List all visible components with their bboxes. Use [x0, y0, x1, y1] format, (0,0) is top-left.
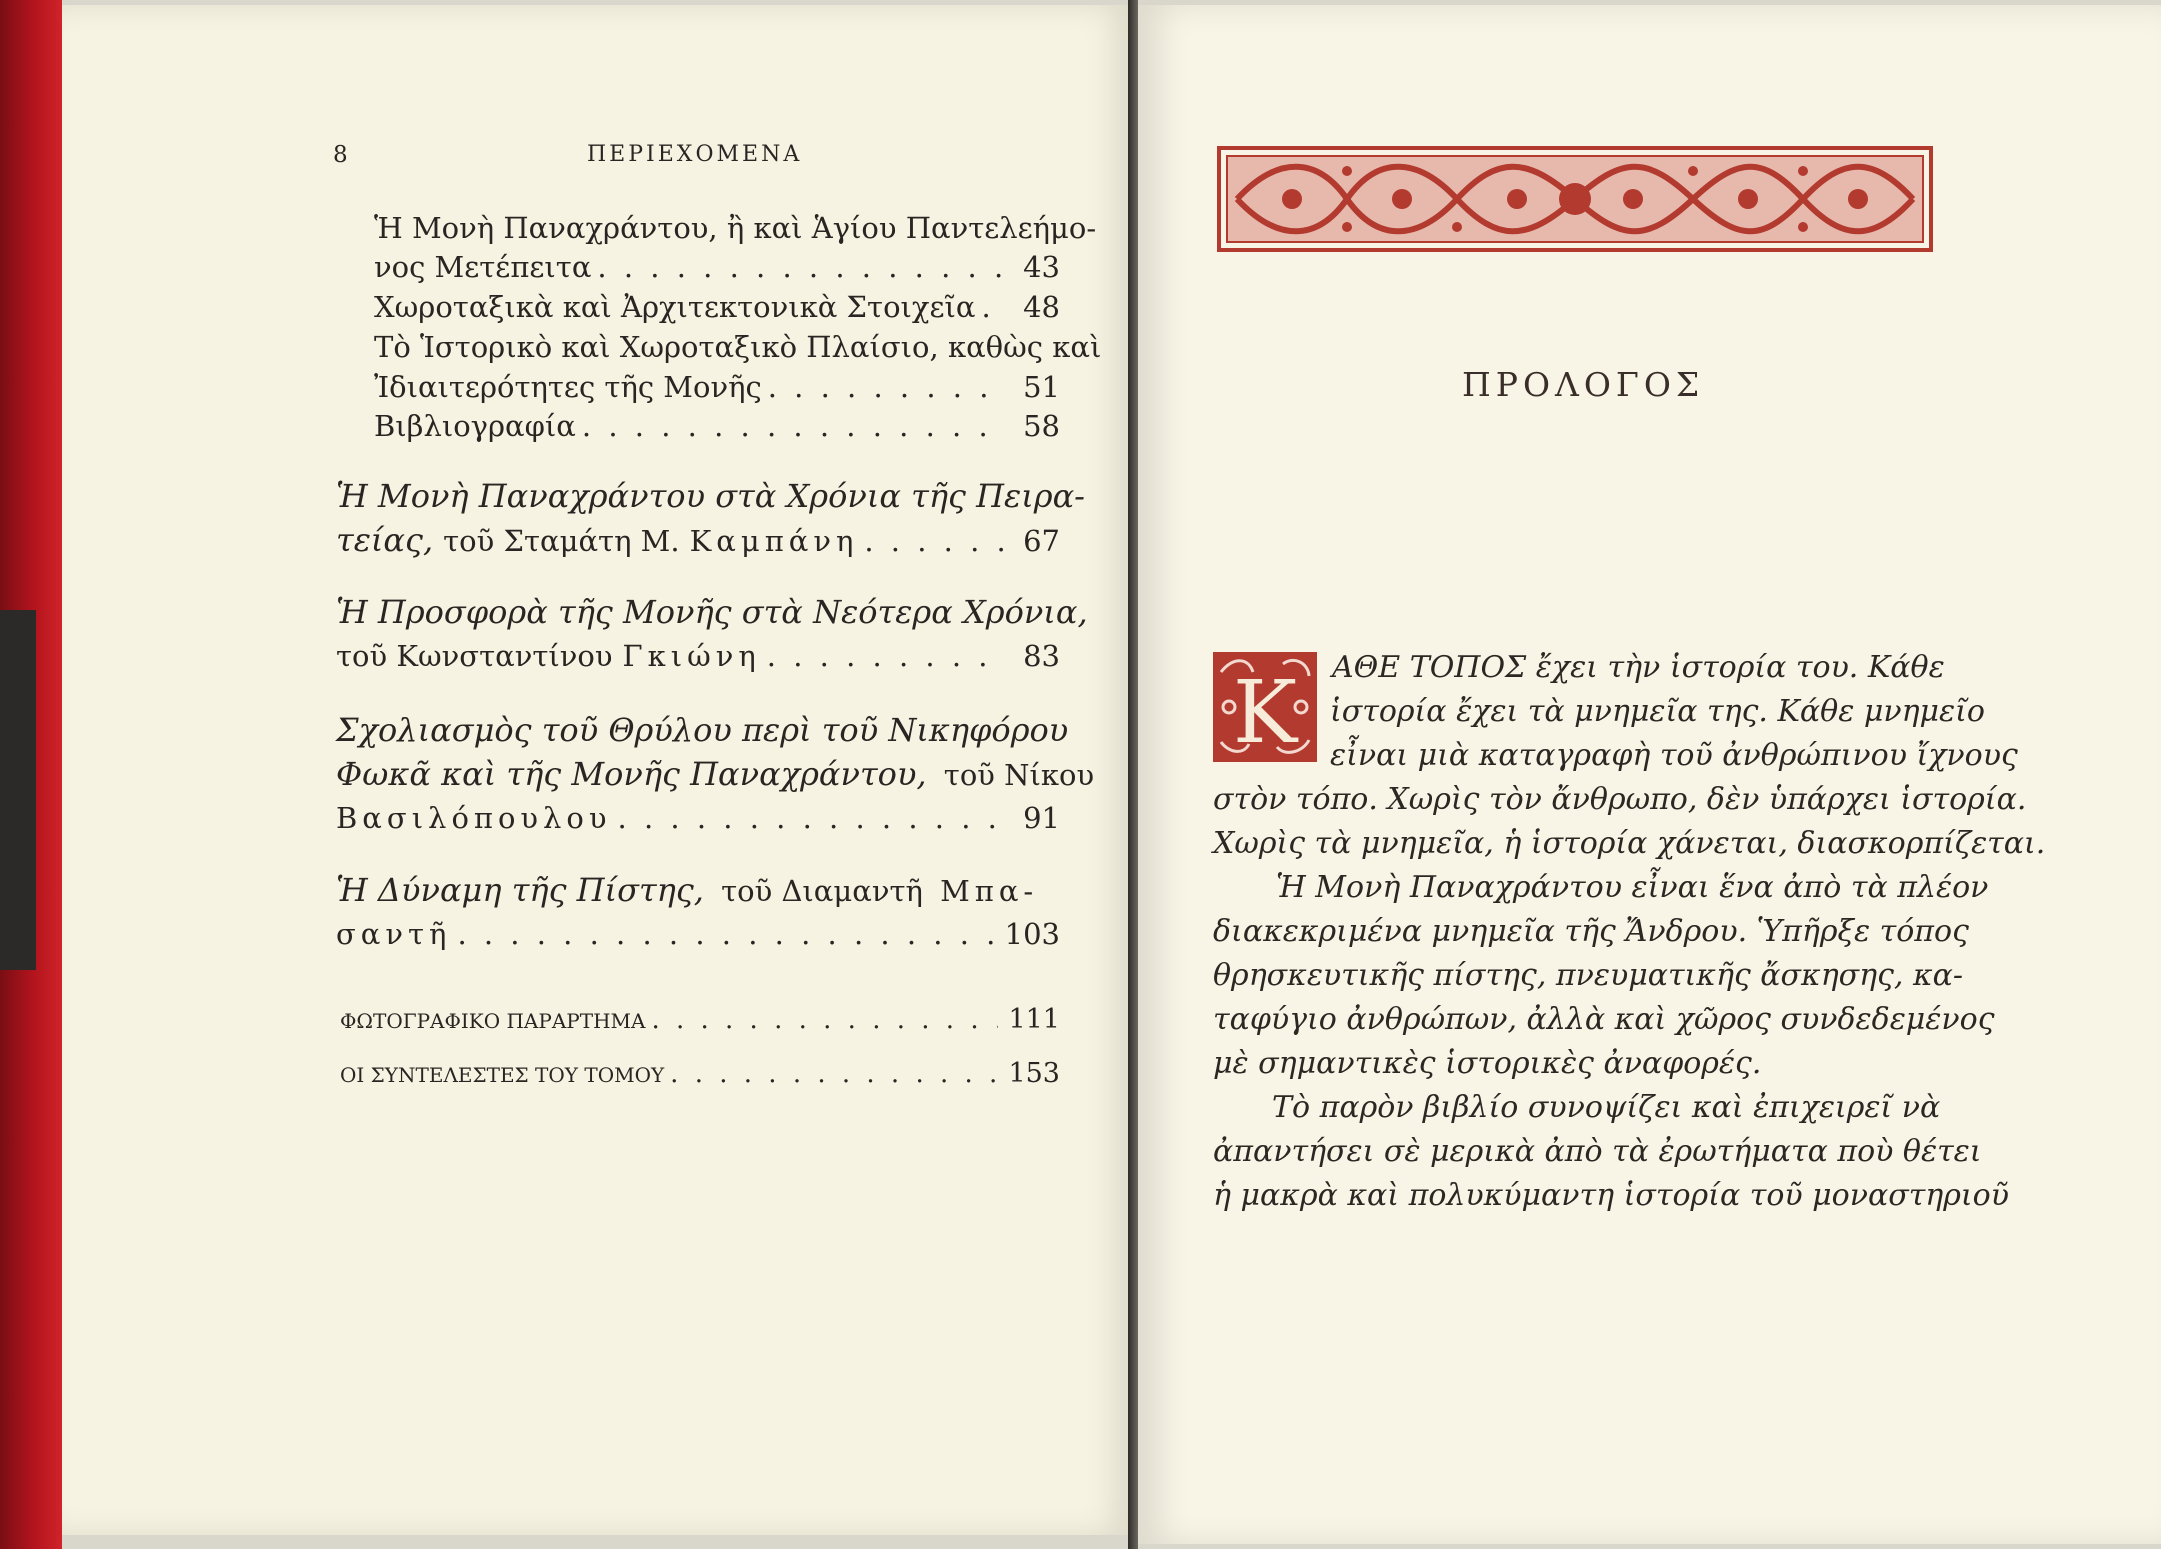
toc-entry-10[interactable]: [340, 1054, 1060, 1095]
toc-entry-7-page: 91: [1023, 801, 1060, 835]
toc-entry-1-line-1: Ἡ Μονὴ Παναχράντου, ἢ καὶ Ἁγίου Παντελεήμο-: [374, 211, 1097, 245]
toc-entry-5-title-end: τείας,: [336, 521, 434, 559]
toc-entry-7-title-end: Φωκᾶ καὶ τῆς Μονῆς Παναχράντου,: [336, 755, 927, 793]
toc-entry-6-line-1: Ἡ Προσφορὰ τῆς Μονῆς στὰ Νεότερα Χρόνια,: [336, 593, 1088, 631]
page-number: 8: [333, 142, 348, 168]
book-gutter: [1128, 0, 1138, 1549]
prologue-line-2: ἱστορία ἔχει τὰ μνημεῖα της. Κάθε μνημεῖο: [1330, 694, 1985, 729]
toc-entry-8[interactable]: [336, 914, 1060, 954]
toc-entry-8-line-1: [336, 870, 1038, 911]
toc-entry-5-author-surname: Καμπάνη: [689, 524, 859, 558]
toc-entry-7-line-2: [336, 754, 1094, 795]
leader-dots: [767, 636, 1006, 676]
toc-entry-8-author-surname: Μπα-: [940, 874, 1039, 908]
toc-entry-1-title: νος Μετέπειτα: [374, 250, 592, 284]
toc-entry-2[interactable]: [374, 287, 1060, 327]
leader-dots: [864, 521, 1006, 561]
toc-entry-7-line-1: Σχολιασμὸς τοῦ Θρύλου περὶ τοῦ Νικηφόρου: [336, 711, 1069, 749]
prologue-line-3: εἶναι μιὰ καταγραφὴ τοῦ ἀνθρώπινου ἴχνους: [1330, 738, 2018, 773]
decorative-headpiece: [1217, 146, 1933, 252]
toc-entry-8-title: Ἡ Δύναμη τῆς Πίστης,: [336, 871, 704, 909]
prologue-line-1: ΑΘΕ ΤΟΠΟΣ ἔχει τὴν ἱστορία του. Κάθε: [1332, 650, 1945, 685]
toc-entry-3-line-1: Τὸ Ἱστορικὸ καὶ Χωροταξικὸ Πλαίσιο, καθὼς καὶ: [374, 330, 1102, 364]
toc-entry-8-author: τοῦ Διαμαντῆ: [721, 874, 923, 908]
leader-dots: [768, 367, 1006, 407]
toc-entry-5-page: 67: [1023, 524, 1060, 558]
prologue-title: ΠΡΟΛΟΓΟΣ: [1462, 365, 1705, 404]
toc-entry-5-author: τοῦ Σταμάτη Μ.: [443, 524, 680, 558]
leader-dots: [651, 1000, 998, 1040]
toc-entry-6[interactable]: [336, 636, 1060, 676]
prologue-line-13: ἡ μακρὰ καὶ πολυκύμαντη ἱστορία τοῦ μοναστηριοῦ: [1213, 1178, 2009, 1213]
prologue-line-4: στὸν τόπο. Χωρὶς τὸν ἄνθρωπο, δὲν ὑπάρχει ἱστορία.: [1213, 782, 2027, 817]
toc-entry-4-title: Βιβλιογραφία: [374, 409, 576, 443]
prologue-line-8: θρησκευτικῆς πίστης, πνευματικῆς ἄσκησης, κα-: [1213, 958, 1964, 993]
prologue-line-7: διακεκριμένα μνημεῖα τῆς Ἄνδρου. Ὑπῆρξε τόπος: [1213, 914, 1969, 949]
running-head: ΠΕΡΙΕΧΟΜΕΝΑ: [587, 142, 803, 167]
toc-entry-6-author-surname: Γκιώνη: [622, 639, 761, 673]
toc-entry-4[interactable]: [374, 406, 1060, 446]
toc-entry-5-line-1: Ἡ Μονὴ Παναχράντου στὰ Χρόνια τῆς Πειρα-: [336, 477, 1085, 515]
toc-entry-1[interactable]: [374, 247, 1060, 287]
toc-entry-9-title: ΦΩΤΟΓΡΑΦΙΚΟ ΠΑΡΑΡΤΗΜΑ: [340, 1009, 646, 1033]
toc-entry-7-author: τοῦ Νίκου: [943, 758, 1095, 792]
toc-entry-8-page: 103: [1004, 917, 1060, 951]
toc-entry-6-author: τοῦ Κωνσταντίνου: [336, 639, 613, 673]
toc-entry-7-author-surname: Βασιλόπουλου: [336, 801, 612, 835]
toc-entry-10-title: ΟΙ ΣΥΝΤΕΛΕΣΤΕΣ ΤΟΥ ΤΟΜΟΥ: [340, 1063, 665, 1087]
leader-dots: [582, 406, 1006, 446]
toc-entry-7[interactable]: [336, 798, 1060, 838]
leader-dots: [597, 247, 1006, 287]
toc-entry-1-page: 43: [1023, 250, 1060, 284]
svg-text:Κ: Κ: [1232, 663, 1298, 762]
prologue-line-5: Χωρὶς τὰ μνημεῖα, ἡ ἱστορία χάνεται, διασκορπίζεται.: [1213, 826, 2046, 861]
toc-entry-8-author-surname-end: σαντῆ: [336, 917, 452, 951]
leader-dots: [457, 914, 994, 954]
toc-entry-6-page: 83: [1023, 639, 1060, 673]
toc-entry-3-page: 51: [1023, 370, 1060, 404]
leader-dots: [618, 798, 1006, 838]
toc-entry-3[interactable]: [374, 367, 1060, 407]
leader-dots: [670, 1054, 998, 1094]
prologue-line-12: ἀπαντήσει σὲ μερικὰ ἀπὸ τὰ ἐρωτήματα ποὺ θέτει: [1213, 1134, 1982, 1169]
prologue-line-11: Τὸ παρὸν βιβλίο συνοψίζει καὶ ἐπιχειρεῖ νὰ: [1272, 1090, 1941, 1125]
toc-entry-2-page: 48: [1023, 290, 1060, 324]
toc-entry-3-title: Ἰδιαιτερότητες τῆς Μονῆς: [374, 370, 762, 404]
leader-dots: [981, 287, 1006, 327]
toc-entry-4-page: 58: [1023, 409, 1060, 443]
prologue-line-9: ταφύγιο ἀνθρώπων, ἀλλὰ καὶ χῶρος συνδεδεμένος: [1213, 1002, 1995, 1037]
prologue-line-10: μὲ σημαντικὲς ἱστορικὲς ἀναφορές.: [1213, 1046, 1762, 1081]
toc-entry-9[interactable]: [340, 1000, 1060, 1041]
scanner-shadow: [0, 610, 36, 970]
toc-entry-2-title: Χωροταξικὰ καὶ Ἀρχιτεκτονικὰ Στοιχεῖα: [374, 290, 976, 324]
decorated-initial: [1213, 652, 1317, 762]
toc-entry-9-page: 111: [1008, 1004, 1060, 1035]
prologue-line-6: Ἡ Μονὴ Παναχράντου εἶναι ἕνα ἀπὸ τὰ πλέον: [1276, 870, 1989, 905]
toc-entry-10-page: 153: [1008, 1058, 1060, 1089]
toc-entry-5[interactable]: [336, 520, 1060, 561]
